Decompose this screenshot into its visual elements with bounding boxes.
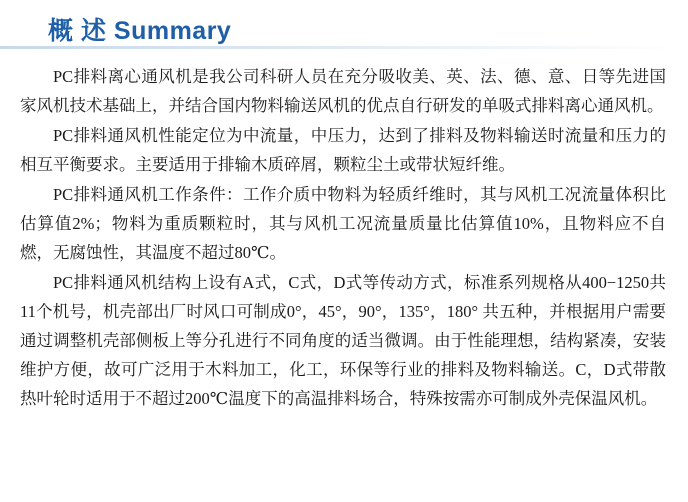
section-heading <box>0 0 688 48</box>
paragraph: PC排料通风机结构上设有A式，C式，D式等传动方式，标准系列规格从400−1250共11个机号，机壳部出厂时风口可制成0°，45°，90°，135°，180° 共五种，并根据用户需要通过调整机壳部侧板上等分孔进行不同角度的适当微调。由于性能理想，结构紧凑，安装维护方便，故可广泛用于木料加工，化工，环保等行业的排料及物料输送。C，D式带散热叶轮时适用于不超过200℃温度下的高温排料场合，特殊按需亦可制成外壳保温风机。 <box>20 273 666 408</box>
page-title: 概 述 Summary <box>48 17 232 45</box>
paragraph: PC排料通风机工作条件：工作介质中物料为轻质纤维时，其与风机工况流量体积比估算值2%；物料为重质颗粒时，其与风机工况流量质量比估算值10%，且物料应不自燃，无腐蚀性，其温度不超过80℃。 <box>20 185 666 262</box>
paragraph: PC排料通风机性能定位为中流量，中压力，达到了排料及物料输送时流量和压力的相互平衡要求。主要适用于排输木质碎屑，颗粒尘土或带状短纤维。 <box>20 126 666 174</box>
heading-divider <box>0 46 688 49</box>
document-body <box>0 48 688 413</box>
paragraph: PC排料离心通风机是我公司科研人员在充分吸收美、英、法、德、意、日等先进国家风机技术基础上，并结合国内物料输送风机的优点自行研发的单吸式排料离心通风机。 <box>20 67 666 115</box>
